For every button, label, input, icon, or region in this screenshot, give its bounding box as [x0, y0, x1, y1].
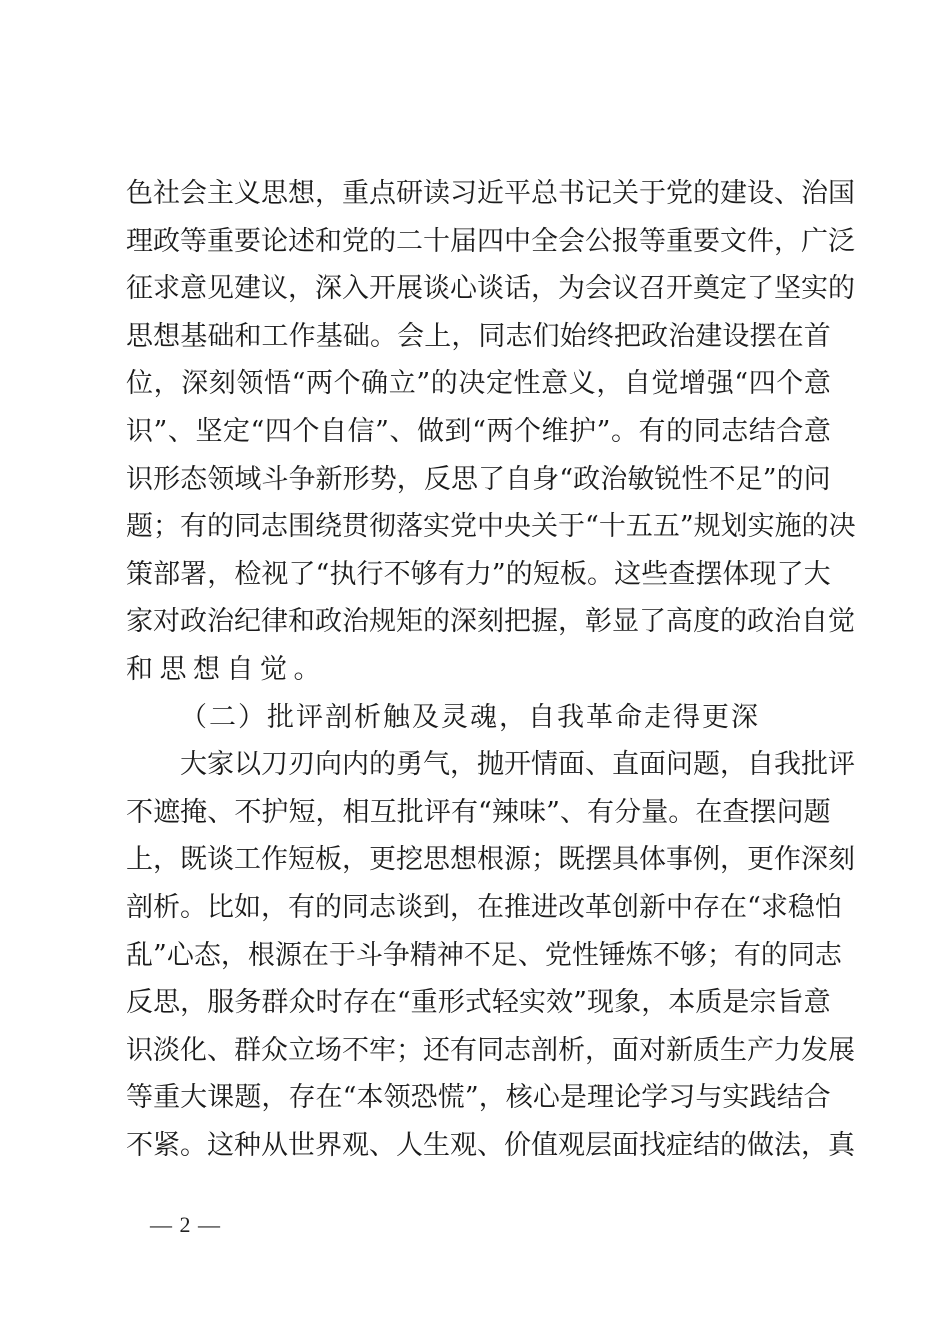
- text-line: 征 求 意 见 建 议 ， 深 入 开 展 谈 心 谈 话 ， 为 会 议 召 开 奠 定 了 坚 实 的: [126, 273, 855, 305]
- text-line: 题 ； 有 的 同 志 围 绕 贯 彻 落 实 党 中 央 关 于 “ 十 五 五 ” 规 划 实 施 的 决: [126, 511, 856, 543]
- text-line: 位 ， 深 刻 领 悟 “ 两 个 确 立 ” 的 决 定 性 意 义 ， 自 觉 增 强 “ 四 个 意: [126, 368, 831, 400]
- text-line: 和思想自觉。: [126, 653, 327, 685]
- text-line: 识 形 态 领 域 斗 争 新 形 势 ， 反 思 了 自 身 “ 政 治 敏 锐 性 不 足 ” 的 问: [126, 463, 831, 495]
- text-line: 色 社 会 主 义 思 想 ， 重 点 研 读 习 近 平 总 书 记 关 于 党 的 建 设 、 治 国: [126, 178, 855, 209]
- text-line: 理 政 等 重 要 论 述 和 党 的 二 十 届 四 中 全 会 公 报 等 重 要 文 件 ， 广 泛: [126, 225, 855, 257]
- page-number: — 2 —: [150, 1212, 221, 1237]
- text-line: 策 部 署 ， 检 视 了 “ 执 行 不 够 有 力 ” 的 短 板 。 这 些 查 摆 体 现 了 大: [126, 558, 831, 590]
- text-line: 识 淡 化 、 群 众 立 场 不 牢 ； 还 有 同 志 剖 析 ， 面 对 新 质 生 产 力 发 展: [126, 1034, 855, 1066]
- text-line: 乱 ” 心 态 ， 根 源 在 于 斗 争 精 神 不 足 、 党 性 锤 炼 不 够 ； 有 的 同 志: [126, 939, 842, 971]
- document-body: [126, 170, 856, 1169]
- text-line: 等 重 大 课 题 ， 存 在 “ 本 领 恐 慌 ” ， 核 心 是 理 论 学 习 与 实 践 结 合: [126, 1082, 831, 1114]
- text-line: 反 思 ， 服 务 群 众 时 存 在 “ 重 形 式 轻 实 效 ” 现 象 ， 本 质 是 宗 旨 意: [126, 987, 831, 1019]
- section-heading: （二）批评剖析触及灵魂，自我革命走得更深: [180, 701, 760, 733]
- text-line: 识 ” 、 坚 定 “ 四 个 自 信 ” 、 做 到 “ 两 个 维 护 ” 。 有 的 同 志 结 合 意: [126, 415, 831, 447]
- text-line: 不 紧 。 这 种 从 世 界 观 、 人 生 观 、 价 值 观 层 面 找 症 结 的 做 法 ， 真: [126, 1129, 855, 1161]
- text-line: 上 ， 既 谈 工 作 短 板 ， 更 挖 思 想 根 源 ； 既 摆 具 体 事 例 ， 更 作 深 刻: [126, 844, 855, 876]
- text-line: 不 遮 掩 、 不 护 短 ， 相 互 批 评 有 “ 辣 味 ” 、 有 分 量 。 在 查 摆 问 题: [126, 796, 831, 828]
- text-line: 家 对 政 治 纪 律 和 政 治 规 矩 的 深 刻 把 握 ， 彰 显 了 高 度 的 政 治 自 觉: [126, 606, 855, 638]
- text-line: 思 想 基 础 和 工 作 基 础 。 会 上 ， 同 志 们 始 终 把 政 治 建 设 摆 在 首: [126, 320, 831, 352]
- text-line: 大 家 以 刀 刃 向 内 的 勇 气 ， 抛 开 情 面 、 直 面 问 题 ， 自 我 批 评: [180, 749, 855, 781]
- text-line: 剖 析 。 比 如 ， 有 的 同 志 谈 到 ， 在 推 进 改 革 创 新 中 存 在 “ 求 稳 怕: [126, 891, 842, 923]
